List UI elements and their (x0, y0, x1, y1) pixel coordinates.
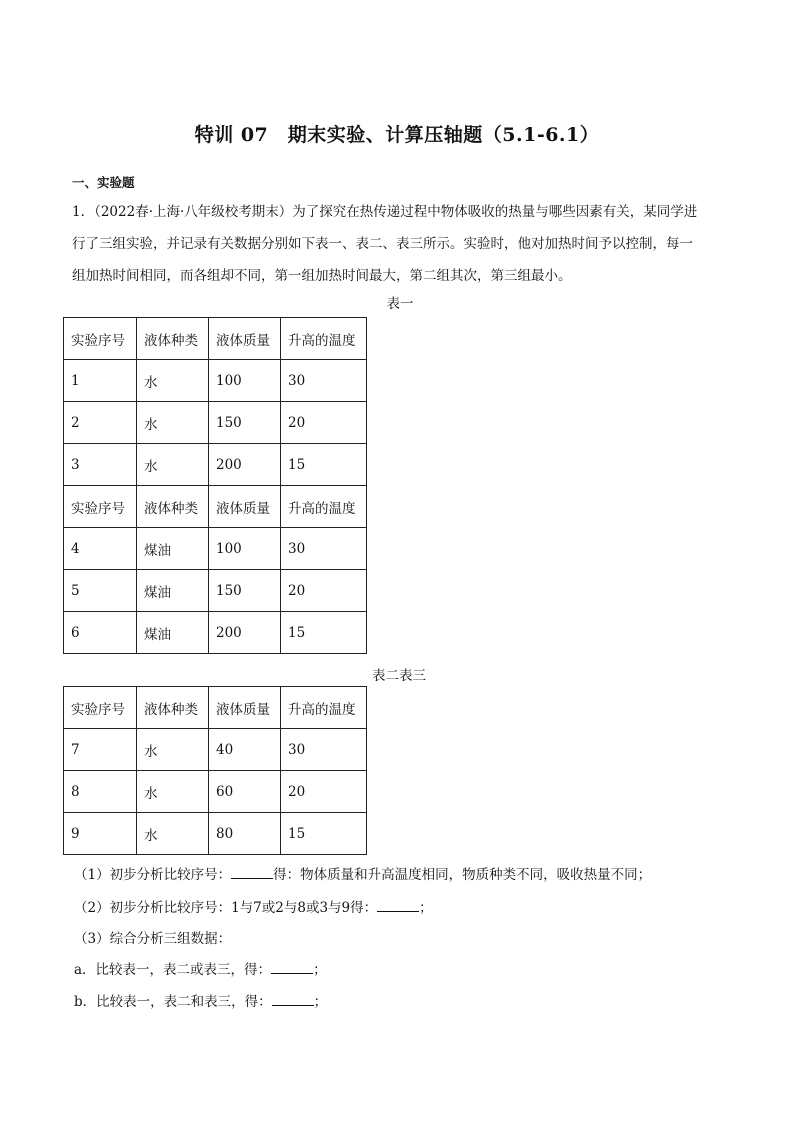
table-cell: 水 (137, 813, 209, 855)
table-cell: 4 (64, 528, 137, 570)
table-cell: 20 (281, 570, 367, 612)
table-cell: 水 (137, 771, 209, 813)
table-caption-1: 表一 (386, 296, 414, 312)
data-table-1 (63, 317, 367, 654)
subquestion-b-prefix: b．比较表一，表二和表三，得： (74, 994, 272, 1010)
table-cell: 3 (64, 444, 137, 486)
table-cell: 水 (137, 360, 209, 402)
table-cell: 实验序号 (64, 486, 137, 528)
question-line: 1．（2022春·上海·八年级校考期末）为了探究在热传递过程中物体吸收的热量与哪些因素有关，某同学进 (72, 204, 698, 220)
table-cell: 水 (137, 444, 209, 486)
table-cell: 煤油 (137, 528, 209, 570)
subquestion-b-suffix: ； (313, 994, 328, 1010)
table-cell: 2 (64, 402, 137, 444)
table-caption-2: 表二表三 (372, 668, 426, 684)
table-cell: 80 (209, 813, 281, 855)
table-cell: 实验序号 (64, 318, 137, 360)
table-cell: 水 (137, 729, 209, 771)
table-cell: 5 (64, 570, 137, 612)
table-cell: 煤油 (137, 612, 209, 654)
subquestion-b (74, 990, 327, 1010)
table-cell: 30 (281, 528, 367, 570)
table-cell: 15 (281, 612, 367, 654)
table-cell: 液体质量 (209, 318, 281, 360)
subquestion-1 (74, 863, 651, 883)
table-row (64, 771, 367, 813)
table-cell: 1 (64, 360, 137, 402)
answer-blank[interactable] (377, 898, 419, 912)
table-row (64, 729, 367, 771)
table-cell: 实验序号 (64, 687, 137, 729)
subquestion-2 (74, 896, 433, 916)
subquestion-3: （3）综合分析三组数据： (74, 931, 232, 947)
table-cell: 水 (137, 402, 209, 444)
table-cell: 升高的温度 (281, 687, 367, 729)
section-heading: 一、实验题 (72, 175, 135, 190)
page-title: 特训 07 期末实验、计算压轴题（5.1-6.1） (194, 124, 600, 146)
table-cell: 200 (209, 612, 281, 654)
subquestion-2-prefix: （2）初步分析比较序号：1与7或2与8或3与9得： (74, 900, 378, 916)
table-cell: 20 (281, 771, 367, 813)
table-cell: 液体种类 (137, 687, 209, 729)
subquestion-a-prefix: a．比较表一，表二或表三，得： (74, 962, 272, 978)
table-cell: 7 (64, 729, 137, 771)
table-cell: 升高的温度 (281, 318, 367, 360)
table-cell: 15 (281, 444, 367, 486)
table-cell: 升高的温度 (281, 486, 367, 528)
table-row (64, 360, 367, 402)
question-1-text (72, 196, 728, 292)
subquestion-1-prefix: （1）初步分析比较序号： (74, 867, 232, 883)
table-cell: 8 (64, 771, 137, 813)
table-cell: 100 (209, 360, 281, 402)
answer-blank[interactable] (272, 992, 314, 1006)
question-line: 行了三组实验，并记录有关数据分别如下表一、表二、表三所示。实验时，他对加热时间予以控制，每一 (72, 236, 693, 252)
table-cell: 液体质量 (209, 687, 281, 729)
table-cell: 200 (209, 444, 281, 486)
table-cell: 150 (209, 570, 281, 612)
subquestion-1-suffix: 得：物体质量和升高温度相同，物质种类不同，吸收热量不同； (273, 867, 652, 883)
table-row (64, 402, 367, 444)
table-row (64, 570, 367, 612)
table-row (64, 528, 367, 570)
data-table-2 (63, 686, 367, 855)
table-cell: 30 (281, 360, 367, 402)
subquestion-a-suffix: ； (313, 962, 327, 978)
table-row (64, 444, 367, 486)
table-cell: 15 (281, 813, 367, 855)
table-row (64, 612, 367, 654)
table-cell: 20 (281, 402, 367, 444)
answer-blank[interactable] (231, 865, 273, 879)
table-cell: 60 (209, 771, 281, 813)
subquestion-a (74, 958, 327, 978)
table-cell: 液体质量 (209, 486, 281, 528)
table-row (64, 813, 367, 855)
table-row (64, 486, 367, 528)
subquestion-2-suffix: ； (419, 900, 433, 916)
table-cell: 150 (209, 402, 281, 444)
table-cell: 液体种类 (137, 318, 209, 360)
table-cell: 30 (281, 729, 367, 771)
table-row (64, 318, 367, 360)
table-cell: 40 (209, 729, 281, 771)
table-cell: 液体种类 (137, 486, 209, 528)
table-cell: 100 (209, 528, 281, 570)
table-cell: 6 (64, 612, 137, 654)
answer-blank[interactable] (271, 960, 313, 974)
table-row (64, 687, 367, 729)
table-cell: 煤油 (137, 570, 209, 612)
table-cell: 9 (64, 813, 137, 855)
question-line: 组加热时间相同，而各组却不同，第一组加热时间最大，第二组其次，第三组最小。 (72, 268, 572, 284)
